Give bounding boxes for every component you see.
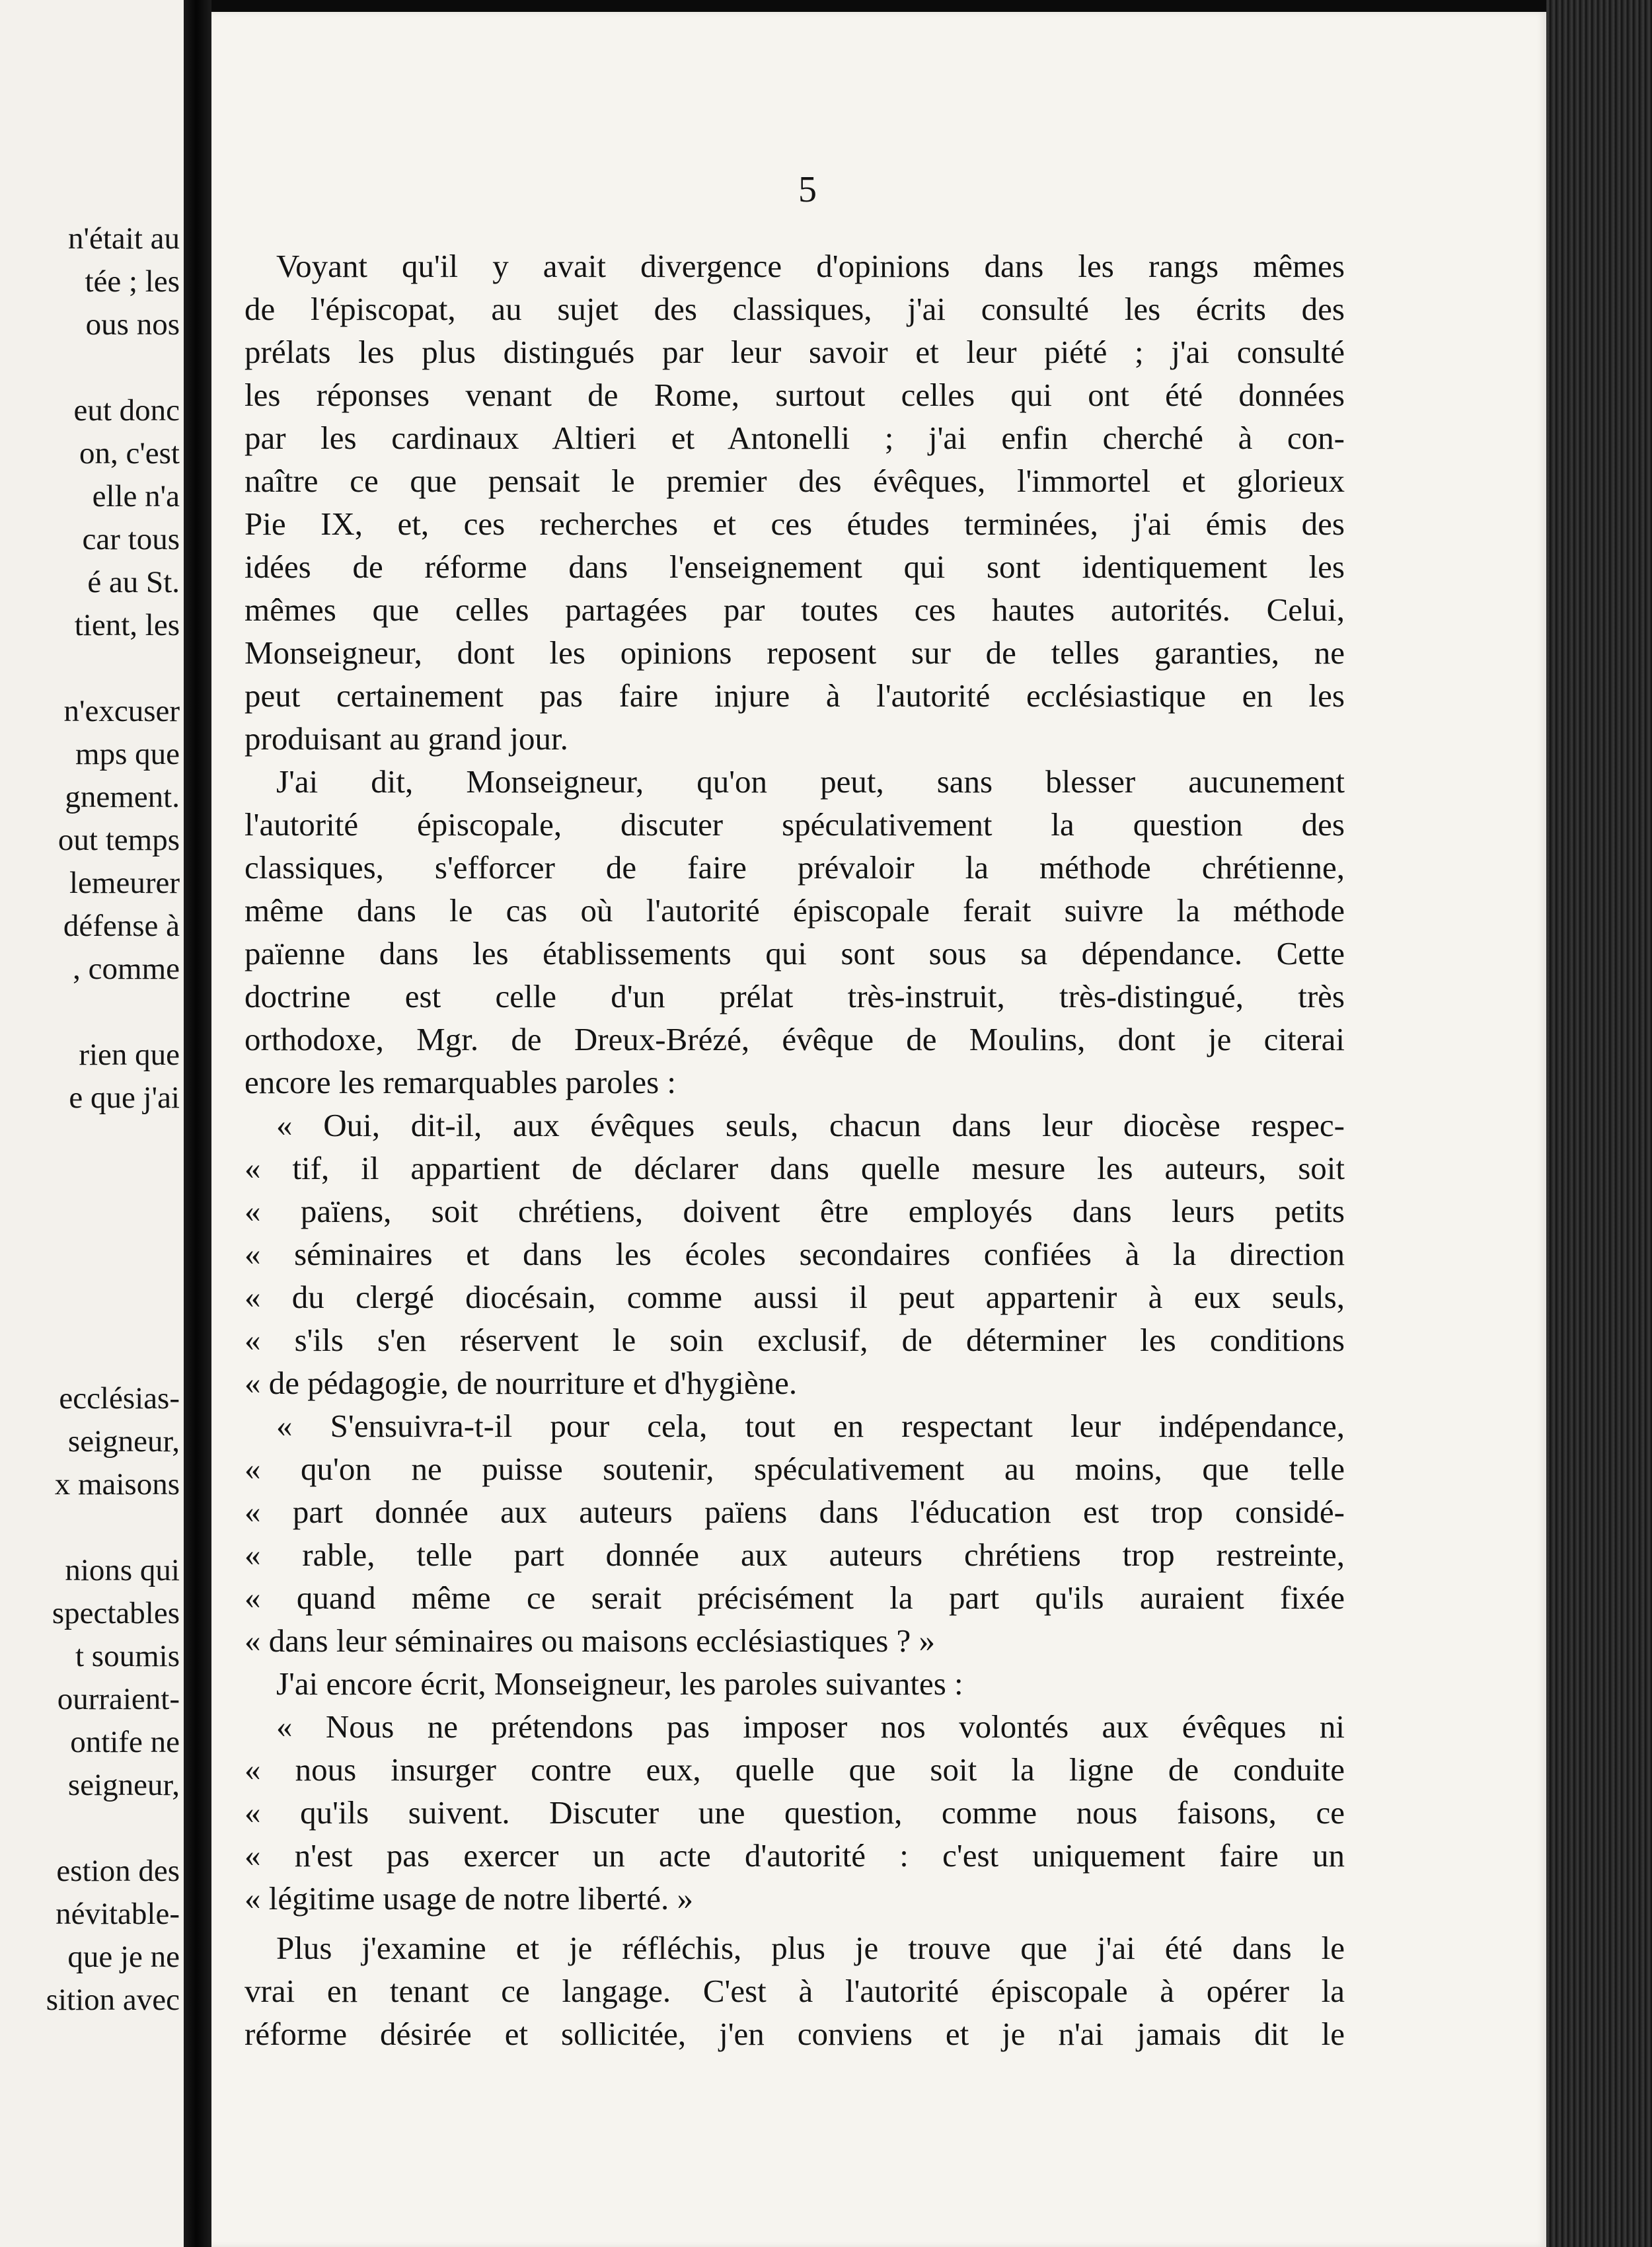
left-page-line: sition avec (46, 1983, 180, 2017)
text-line: « Nous ne prétendons pas imposer nos volontés aux évêques ni (276, 1708, 1345, 1745)
left-page-line: seigneur, (67, 1768, 180, 1802)
left-page-line: x maisons (54, 1467, 180, 1502)
left-page-line: on, c'est (79, 436, 180, 471)
text-line: Pie IX, et, ces recherches et ces études terminées, j'ai émis des (244, 506, 1345, 542)
text-line: Voyant qu'il y avait divergence d'opinions dans les rangs mêmes (276, 248, 1345, 284)
left-page-line: elle n'a (92, 479, 180, 514)
text-line: idées de réforme dans l'enseignement qui sont identiquement les (244, 549, 1345, 585)
left-page-line: t soumis (75, 1639, 180, 1673)
text-line: produisant au grand jour. (244, 720, 568, 757)
text-line: « s'ils s'en réservent le soin exclusif, de déterminer les conditions (244, 1322, 1345, 1358)
text-line: « tif, il appartient de déclarer dans quelle mesure les auteurs, soit (244, 1150, 1345, 1186)
text-line: « qu'on ne puisse soutenir, spéculativement au moins, que telle (244, 1451, 1345, 1487)
text-line: « part donnée aux auteurs païens dans l'éducation est trop considé- (244, 1494, 1345, 1530)
left-page-line: gnement. (65, 780, 180, 814)
text-line: « qu'ils suivent. Discuter une question, comme nous faisons, ce (244, 1794, 1345, 1831)
left-page-line: ontife ne (70, 1725, 180, 1759)
text-line: encore les remarquables paroles : (244, 1064, 677, 1100)
left-page-line: nions qui (65, 1553, 180, 1587)
left-page-line: mps que (75, 737, 180, 771)
left-page-line: tient, les (74, 608, 180, 642)
text-line: J'ai encore écrit, Monseigneur, les paroles suivantes : (276, 1665, 963, 1702)
previous-page-fragment (0, 0, 184, 2247)
text-line: païenne dans les établissements qui sont sous sa dépendance. Cette (244, 935, 1345, 971)
text-line: même dans le cas où l'autorité épiscopale ferait suivre la méthode (244, 892, 1345, 929)
left-page-line: n'excuser (63, 694, 180, 728)
text-line: Monseigneur, dont les opinions reposent sur de telles garanties, ne (244, 634, 1345, 671)
text-line: vrai en tenant ce langage. C'est à l'autorité épiscopale à opérer la (244, 1973, 1345, 2009)
text-line: « rable, telle part donnée aux auteurs chrétiens trop restreinte, (244, 1537, 1345, 1573)
text-line: mêmes que celles partagées par toutes ces hautes autorités. Celui, (244, 591, 1345, 628)
left-page-line: ous nos (85, 307, 180, 342)
text-line: réforme désirée et sollicitée, j'en conviens et je n'ai jamais dit le (244, 2016, 1345, 2052)
left-page-line: rien que (79, 1038, 180, 1072)
text-line: orthodoxe, Mgr. de Dreux-Brézé, évêque de Moulins, dont je citerai (244, 1021, 1345, 1057)
left-page-line: car tous (82, 522, 180, 556)
left-page-line: é au St. (87, 565, 180, 599)
left-page-line: ourraient- (57, 1682, 180, 1716)
text-line: « séminaires et dans les écoles secondaires confiées à la direction (244, 1236, 1345, 1272)
left-page-line: ecclésias- (59, 1381, 180, 1416)
left-page-line: eut donc (73, 393, 180, 428)
page-number: 5 (798, 169, 817, 210)
text-line: « de pédagogie, de nourriture et d'hygiène. (244, 1365, 798, 1401)
text-line: « païens, soit chrétiens, doivent être employés dans leurs petits (244, 1193, 1345, 1229)
text-line: peut certainement pas faire injure à l'autorité ecclésiastique en les (244, 677, 1345, 714)
text-line: « Oui, dit-il, aux évêques seuls, chacun dans leur diocèse respec- (276, 1107, 1345, 1143)
text-line: « du clergé diocésain, comme aussi il peut appartenir à eux seuls, (244, 1279, 1345, 1315)
text-line: l'autorité épiscopale, discuter spéculativement la question des (244, 806, 1345, 843)
text-line: « quand même ce serait précisément la part qu'ils auraient fixée (244, 1580, 1345, 1616)
text-line: « n'est pas exercer un acte d'autorité : c'est uniquement faire un (244, 1837, 1345, 1874)
left-page-line: tée ; les (85, 264, 180, 299)
text-line: par les cardinaux Altieri et Antonelli ; j'ai enfin cherché à con- (244, 420, 1345, 456)
text-line: « S'ensuivra-t-il pour cela, tout en respectant leur indépendance, (276, 1408, 1345, 1444)
left-page-line: que je ne (67, 1940, 180, 1974)
text-line: « nous insurger contre eux, quelle que soit la ligne de conduite (244, 1751, 1345, 1788)
text-line: doctrine est celle d'un prélat très-instruit, très-distingué, très (244, 978, 1345, 1014)
text-line: « légitime usage de notre liberté. » (244, 1880, 693, 1917)
text-line: naître ce que pensait le premier des évêques, l'immortel et glorieux (244, 463, 1345, 499)
left-page-line: lemeurer (69, 866, 180, 900)
text-line: les réponses venant de Rome, surtout celles qui ont été données (244, 377, 1345, 413)
text-line: prélats les plus distingués par leur savoir et leur piété ; j'ai consulté (244, 334, 1345, 370)
left-page-line: névitable- (56, 1897, 180, 1931)
text-line: classiques, s'efforcer de faire prévaloir la méthode chrétienne, (244, 849, 1345, 886)
book-gutter (184, 0, 211, 2247)
left-page-line: seigneur, (67, 1424, 180, 1459)
text-line: Plus j'examine et je réfléchis, plus je trouve que j'ai été dans le (276, 1930, 1345, 1966)
left-page-line: spectables (52, 1596, 180, 1630)
text-line: de l'épiscopat, au sujet des classiques, j'ai consulté les écrits des (244, 291, 1345, 327)
left-page-line: n'était au (68, 221, 180, 256)
left-page-line: e que j'ai (69, 1081, 180, 1115)
left-page-line: , comme (73, 952, 180, 986)
page-edges (1546, 0, 1652, 2247)
left-page-line: out temps (57, 823, 180, 857)
text-line: « dans leur séminaires ou maisons ecclésiastiques ? » (244, 1622, 936, 1659)
text-line: J'ai dit, Monseigneur, qu'on peut, sans blesser aucunement (276, 763, 1345, 800)
left-page-line: défense à (63, 909, 180, 943)
left-page-line: estion des (56, 1854, 180, 1888)
